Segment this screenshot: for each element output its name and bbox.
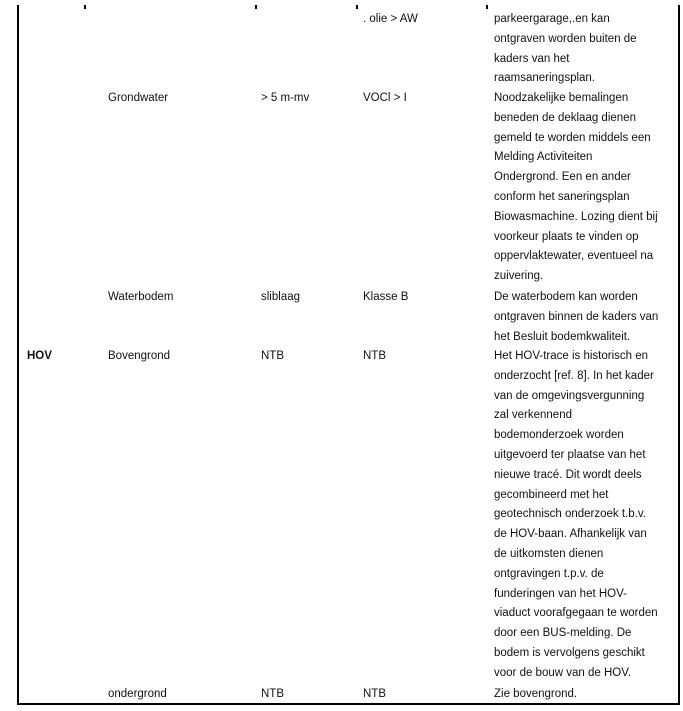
column-tick — [255, 5, 257, 9]
column-tick — [356, 5, 358, 9]
remarks-line: uitgevoerd ter plaatse van het — [494, 448, 646, 461]
remarks-line: zuivering. — [494, 270, 544, 283]
remarks-line: nieuwe tracé. Dit wordt deels — [494, 468, 642, 481]
remarks-line: oppervlaktewater, eventueel na — [494, 250, 654, 263]
remarks-line: funderingen van het HOV- — [494, 587, 627, 600]
remarks-line: de HOV-baan. Afhankelijk van — [494, 528, 647, 541]
remarks-line: gecombineerd met het — [494, 488, 609, 501]
remarks-cell — [494, 685, 577, 705]
remarks-cell — [494, 89, 658, 287]
remarks-line: Ondergrond. Een en ander — [494, 171, 631, 184]
quality-cell: NTB — [363, 688, 386, 700]
remarks-line: parkeergarage,.en kan — [494, 13, 610, 25]
remarks-line: Zie bovengrond. — [494, 688, 578, 700]
remarks-line: conform het saneringsplan — [494, 190, 630, 203]
remarks-line: Biowasmachine. Lozing dient bij — [494, 210, 658, 223]
remarks-line: bodemonderzoek worden — [494, 429, 624, 442]
remarks-line: De waterbodem kan worden — [494, 291, 638, 303]
remarks-line: Het HOV-trace is historisch en — [494, 350, 649, 362]
remarks-cell — [494, 288, 658, 347]
remarks-line: raamsaneringsplan. — [494, 72, 596, 85]
medium-cell: Waterbodem — [108, 291, 174, 303]
column-tick — [486, 5, 488, 9]
quality-cell: NTB — [363, 350, 386, 362]
remarks-line: Noodzakelijke bemalingen — [494, 92, 629, 104]
depth-cell: > 5 m-mv — [261, 92, 310, 104]
remarks-line: viaduct voorafgegaan te worden — [494, 607, 658, 620]
column-tick — [84, 5, 86, 9]
depth-cell: sliblaag — [261, 291, 300, 303]
remarks-cell — [494, 347, 658, 684]
remarks-line: door een BUS-melding. De — [494, 627, 632, 640]
remarks-line: het Besluit bodemkwaliteit. — [494, 330, 631, 343]
remarks-line: de uitkomsten dienen — [494, 547, 604, 560]
medium-cell: Bovengrond — [108, 350, 171, 362]
depth-cell: NTB — [261, 688, 284, 700]
remarks-line: ontgraven binnen de kaders van — [494, 310, 659, 323]
remarks-line: ontgravingen t.p.v. de — [494, 567, 604, 580]
remarks-line: voor de bouw van de HOV. — [494, 666, 632, 679]
quality-cell: Klasse B — [363, 291, 409, 303]
remarks-line: geotechnisch onderzoek t.b.v. — [494, 508, 646, 521]
depth-cell: NTB — [261, 350, 284, 362]
remarks-line: bodem is vervolgens geschikt — [494, 646, 645, 659]
remarks-line: kaders van het — [494, 52, 570, 65]
remarks-line: van de omgevingsvergunning — [494, 389, 645, 402]
medium-cell: ondergrond — [108, 688, 167, 700]
medium-cell: Grondwater — [108, 92, 169, 104]
remarks-line: beneden de deklaag dienen — [494, 111, 636, 124]
remarks-line: zal verkennend — [494, 409, 572, 422]
remarks-cell — [494, 10, 637, 89]
quality-cell: . olie > AW — [363, 13, 418, 25]
remarks-line: gemeld te worden middels een — [494, 131, 651, 144]
quality-cell: VOCl > I — [363, 92, 407, 104]
remarks-line: Melding Activiteiten — [494, 151, 593, 164]
area-cell: HOV — [27, 350, 52, 362]
remarks-line: voorkeur plaats te vinden op — [494, 230, 639, 243]
remarks-line: onderzocht [ref. 8]. In het kader — [494, 369, 654, 382]
remarks-line: ontgraven worden buiten de — [494, 32, 637, 45]
